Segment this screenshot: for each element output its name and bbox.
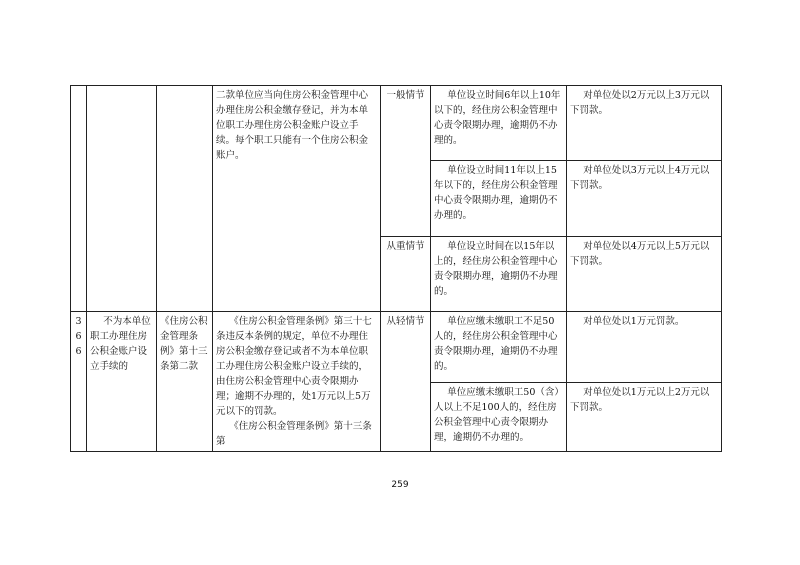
condition-cell: 单位设立时间11年以上15年以下的，经住房公积金管理中心责令限期办理，逾期仍不办理的。 xyxy=(431,161,567,237)
page-number: 259 xyxy=(391,480,409,490)
category-serious: 从重情节 xyxy=(381,237,431,312)
row-number: 366 xyxy=(71,312,87,452)
no-cell-empty xyxy=(71,86,87,312)
basis-paragraph-cont: 《住房公积金管理条例》第十三条第 xyxy=(216,421,372,447)
item-cell-empty xyxy=(87,86,157,312)
regulation-table xyxy=(70,85,722,452)
condition-cell: 单位应缴未缴职工50（含）人以上不足100人的，经住房公积金管理中心责令限期办理，逾期仍不办理的。 xyxy=(431,383,567,452)
penalty-cell: 对单位处以2万元以上3万元以下罚款。 xyxy=(567,86,722,161)
law-cell: 《住房公积金管理条例》第十三条第二款 xyxy=(157,312,213,452)
penalty-cell: 对单位处以3万元以上4万元以下罚款。 xyxy=(567,161,722,237)
penalty-cell: 对单位处以1万元罚款。 xyxy=(567,312,722,383)
basis-cell xyxy=(213,312,381,452)
law-cell-empty xyxy=(157,86,213,312)
penalty-cell: 对单位处以1万元以上2万元以下罚款。 xyxy=(567,383,722,452)
condition-cell: 单位应缴未缴职工不足50人的，经住房公积金管理中心责令限期办理，逾期仍不办理的。 xyxy=(431,312,567,383)
basis-cell: 二款单位应当向住房公积金管理中心办理住房公积金缴存登记，并为本单位职工办理住房公积金账户设立手续。每个职工只能有一个住房公积金账户。 xyxy=(213,86,381,312)
category-general: 一般情节 xyxy=(381,86,431,237)
basis-paragraph: 《住房公积金管理条例》第三十七条违反本条例的规定，单位不办理住房公积金缴存登记或者不为本单位职工办理住房公积金账户设立手续的，由住房公积金管理中心责令限期办理；逾期不办理的，处1万元以上5万元以下的罚款。 xyxy=(216,316,372,417)
condition-cell: 单位设立时间6年以上10年以下的，经住房公积金管理中心责令限期办理，逾期仍不办理的。 xyxy=(431,86,567,161)
item-cell: 不为本单位职工办理住房公积金账户设立手续的 xyxy=(87,312,157,452)
penalty-cell: 对单位处以4万元以上5万元以下罚款。 xyxy=(567,237,722,312)
condition-cell: 单位设立时间在以15年以上的，经住房公积金管理中心责令限期办理，逾期仍不办理的。 xyxy=(431,237,567,312)
table-row xyxy=(71,86,722,161)
category-light: 从轻情节 xyxy=(381,312,431,452)
table-row xyxy=(71,312,722,383)
